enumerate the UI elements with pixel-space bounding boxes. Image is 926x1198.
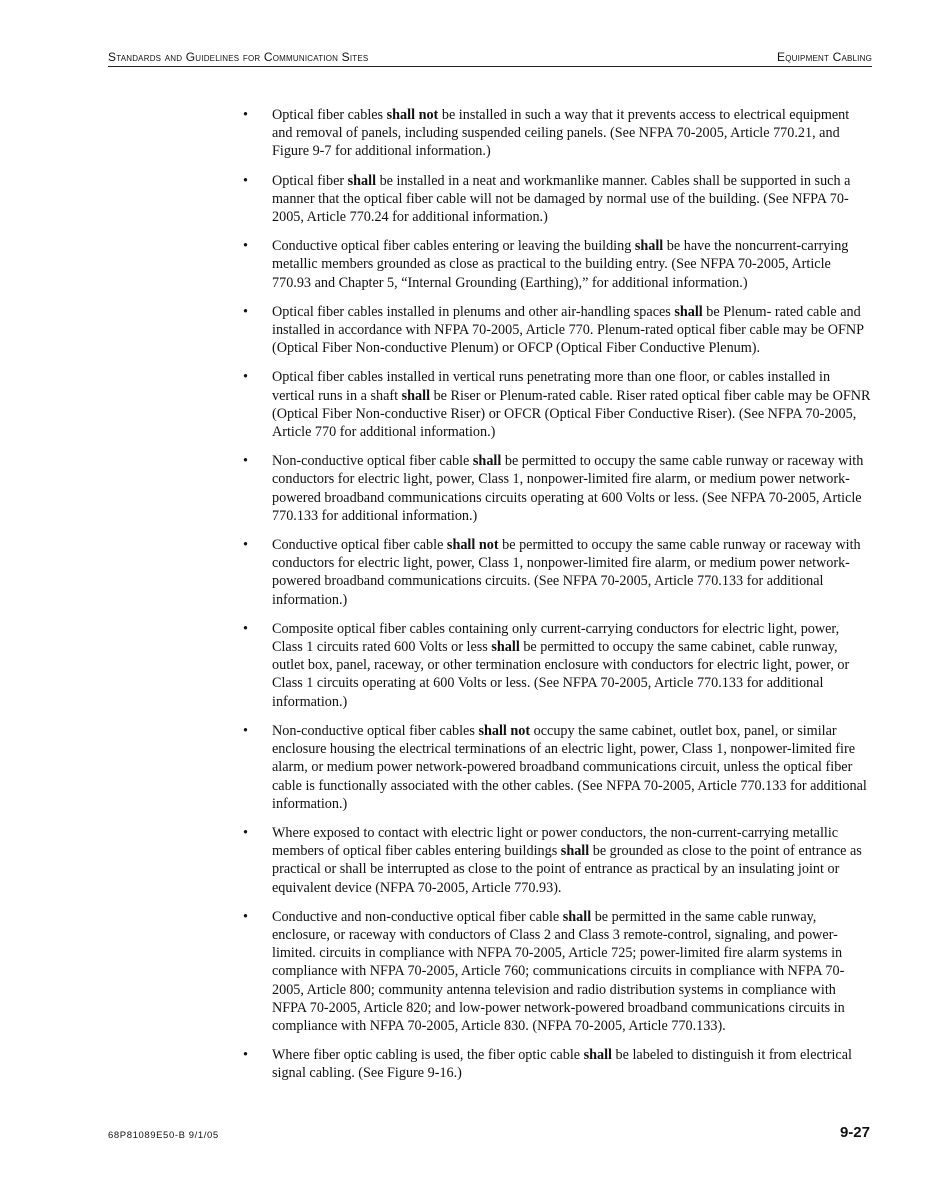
bullet-icon: • bbox=[243, 238, 248, 255]
page-header bbox=[108, 48, 872, 67]
bullet-icon: • bbox=[243, 908, 248, 925]
list-item: • Optical fiber cables installed in plenums and other air-handling spaces shall be Plenum- rated cable and installed in accordance with NFPA 70-2005, Article 770. Plenum-rated optical fiber cable may be OFNP (Optical Fiber Non-conductive Plenum) or OFCP (Optical Fiber Conductive Plenum). bbox=[243, 303, 864, 357]
list-item: • Conductive and non-conductive optical fiber cable shall be permitted in the same cable runway, enclosure, or raceway with conductors of Class 2 and Class 3 remote-control, signaling, and power-limited. circuits in compliance with NFPA 70-2005, Article 725; power-limited fire alarm systems in compliance with NFPA 70-2005, Article 760; communications circuits in compliance with NFPA 70-2005, Article 800; community antenna television and radio distribution systems in compliance with NFPA 70-2005, Article 820; and low-power network-powered broadband communications circuits in compliance with NFPA 70-2005, Article 830. (NFPA 70-2005, Article 770.133). bbox=[243, 908, 845, 1034]
bullet-icon: • bbox=[243, 369, 248, 386]
list-item: • Conductive optical fiber cables entering or leaving the building shall be have the noncurrent-carrying metallic members grounded as close as practical to the building entry. (See NFPA 70-2005, Article 770.93 and Chapter 5, “Internal Grounding (Earthing),” for additional information.) bbox=[243, 238, 849, 291]
bullet-icon: • bbox=[243, 620, 248, 637]
list-item: • Optical fiber cables shall not be installed in such a way that it prevents access to electrical equipment and removal of panels, including suspended ceiling panels. (See NFPA 70-2005, Article 770.21, and Figure 9-7 for additional information.) bbox=[243, 107, 850, 160]
bullet-icon: • bbox=[243, 722, 248, 739]
bullet-icon: • bbox=[243, 824, 248, 841]
header-chapter-title: Equipment Cabling bbox=[777, 50, 872, 64]
bullet-icon: • bbox=[243, 172, 248, 189]
bullet-icon: • bbox=[243, 453, 248, 470]
bullet-list bbox=[243, 106, 871, 1094]
footer-document-id: 68P81089E50-B 9/1/05 bbox=[108, 1130, 219, 1141]
page-number: 9-27 bbox=[839, 1124, 870, 1141]
header-document-title: Standards and Guidelines for Communication Sites bbox=[108, 50, 369, 64]
bullet-icon: • bbox=[243, 1047, 248, 1064]
bullet-icon: • bbox=[243, 107, 248, 123]
list-item: • Non-conductive optical fiber cables shall not occupy the same cabinet, outlet box, panel, or similar enclosure housing the electrical terminations of an electric light, power, Class 1, nonpower-limited fire alarm, or medium power network-powered broadband communications circuit, unless the optical fiber cable is functionally associated with the other cables. (See NFPA 70-2005, Article 770.133 for additional information.) bbox=[243, 722, 867, 812]
list-item: • Optical fiber shall be installed in a neat and workmanlike manner. Cables shall be supported in such a manner that the optical fiber cable will not be damaged by normal use of the building. (See NFPA 70-2005, Article 770.24 for additional information.) bbox=[243, 172, 851, 226]
bullet-icon: • bbox=[243, 303, 248, 320]
list-item: • Where exposed to contact with electric light or power conductors, the non-current-carrying metallic members of optical fiber cables entering buildings shall be grounded as close to the point of entrance as practical or shall be interrupted as close to the point of entrance as practical by an insulating joint or equivalent device (NFPA 70-2005, Article 770.93). bbox=[243, 824, 862, 896]
list-item: • Composite optical fiber cables containing only current-carrying conductors for electric light, power, Class 1 circuits rated 600 Volts or less shall be permitted to occupy the same cabinet, cable runway, outlet box, panel, raceway, or other termination enclosure with conductors for electric light, power, or Class 1 circuits operating at 600 Volts or less. (See NFPA 70-2005, Article 770.133 for additional information.) bbox=[243, 620, 850, 710]
list-item: • Conductive optical fiber cable shall not be permitted to occupy the same cable runway or raceway with conductors for electric light, power, Class 1, nonpower-limited fire alarm, or medium power network-powered broadband communications circuits. (See NFPA 70-2005, Article 770.133 for additional information.) bbox=[243, 537, 861, 608]
list-item: • Optical fiber cables installed in vertical runs penetrating more than one floor, or cables installed in vertical runs in a shaft shall be Riser or Plenum-rated cable. Riser rated optical fiber cable may be OFNR (Optical Fiber Non-conductive Riser) or OFCR (Optical Fiber Conductive Riser). (See NFPA 70-2005, Article 770 for additional information.) bbox=[243, 369, 871, 441]
bullet-icon: • bbox=[243, 537, 248, 554]
list-item: • Non-conductive optical fiber cable shall be permitted to occupy the same cable runway or raceway with conductors for electric light, power, Class 1, nonpower-limited fire alarm, or medium power network-powered broadband communications circuits operating at 600 Volts or less. (See NFPA 70-2005, Article 770.133 for additional information.) bbox=[243, 453, 864, 524]
list-item: • Where fiber optic cabling is used, the fiber optic cable shall be labeled to distinguish it from electrical signal cabling. (See Figure 9-16.) bbox=[243, 1047, 852, 1082]
